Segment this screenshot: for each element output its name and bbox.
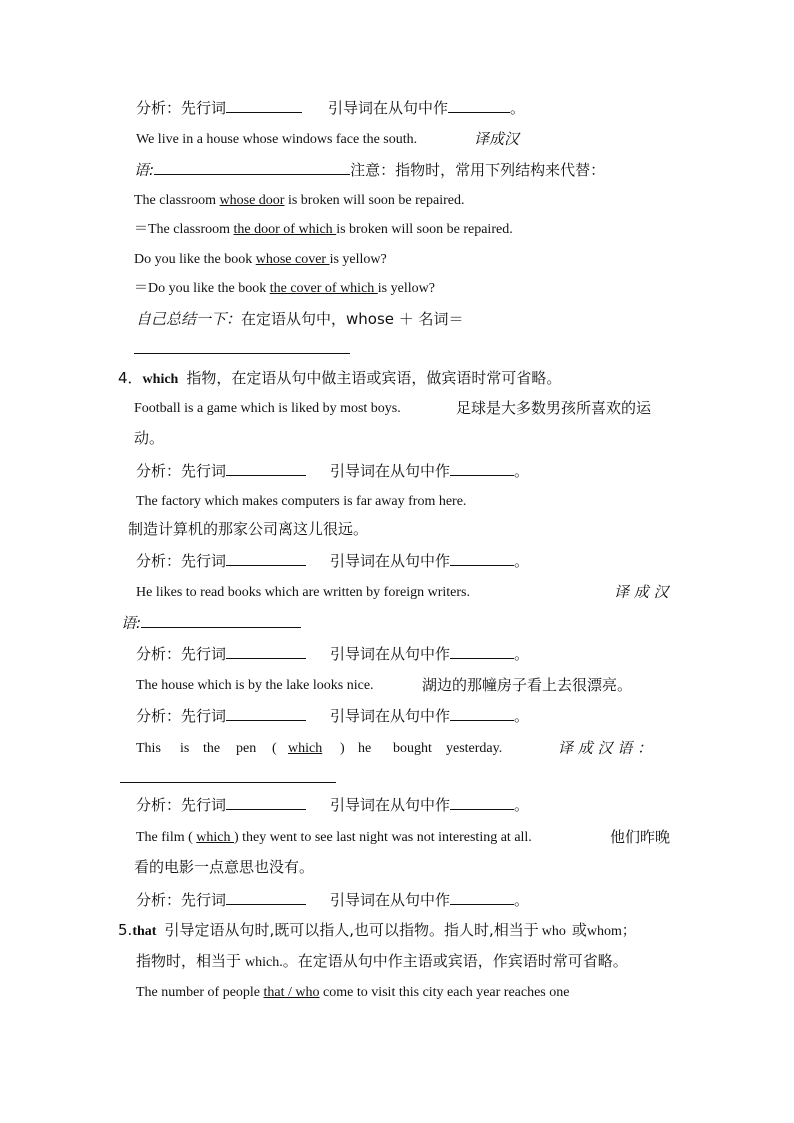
- translate-label: 译 成 汉: [614, 583, 669, 601]
- translate-line: 语:: [121, 612, 301, 633]
- summary-blank-line: [134, 338, 350, 359]
- example-word: the: [203, 741, 221, 756]
- section-heading-which: 4．which 指物，在定语从句中做主语或宾语，做宾语时常可省略。: [118, 369, 562, 387]
- blank-role[interactable]: [450, 889, 514, 905]
- analysis-label: 分析：先行词: [136, 99, 227, 117]
- example-translation: 他们昨晚: [610, 828, 671, 846]
- example-sentence: We live in a house whose windows face the south.: [136, 132, 418, 147]
- analysis-line: 分析：先行词 引导词在从句中作 。: [136, 891, 530, 909]
- example-sentence: The factory which makes computers is far away from here.: [136, 494, 467, 509]
- blank-role[interactable]: [448, 97, 510, 113]
- example-translation: 制造计算机的那家公司离这儿很远。: [128, 520, 369, 538]
- blank-role[interactable]: [450, 705, 514, 721]
- analysis-line: 分析：先行词 引导词在从句中作 。: [136, 796, 530, 814]
- example-sentence: The house which is by the lake looks nice.: [136, 678, 374, 693]
- example-sentence: The number of people that / who come to visit this city each year reaches one: [136, 985, 570, 1000]
- translate-label: 译成汉: [474, 130, 520, 148]
- example-word: he: [358, 741, 372, 756]
- blank-role[interactable]: [450, 794, 514, 810]
- example-sentence: Do you like the book whose cover is yellow?: [134, 252, 387, 267]
- example-word: bought: [393, 741, 432, 756]
- blank-antecedent[interactable]: [226, 97, 302, 113]
- translate-line: 语: 注意：指物时，常用下列结构来代替：: [134, 161, 606, 179]
- example-sentence: The classroom whose door is broken will soon be repaired.: [134, 193, 465, 208]
- example-sentence: This: [136, 741, 161, 756]
- blank-role[interactable]: [450, 643, 514, 659]
- section-desc-that: 指物时，相当于 which.。在定语从句中作主语或宾语，作宾语时常可省略。: [136, 952, 628, 970]
- blank-antecedent[interactable]: [226, 889, 306, 905]
- blank-role[interactable]: [450, 550, 514, 566]
- blank-translation[interactable]: [141, 612, 301, 628]
- example-word: (: [272, 741, 277, 756]
- analysis-line: 分析：先行词 引导词在从句中作 。: [136, 645, 530, 663]
- example-translation: 看的电影一点意思也没有。: [134, 858, 315, 876]
- example-sentence: ＝Do you like the book the cover of which is yellow?: [134, 281, 435, 296]
- analysis-role-label: 引导词在从句中作: [328, 99, 449, 117]
- summary-line: 自己总结一下：在定语从句中，whose ＋ 名词＝: [136, 310, 464, 328]
- example-translation: 动。: [134, 429, 165, 447]
- example-sentence: The film ( which ) they went to see last night was not interesting at all.: [136, 830, 532, 845]
- analysis-line: 分析：先行词 引导词在从句中作 。: [136, 552, 530, 570]
- blank-antecedent[interactable]: [226, 705, 306, 721]
- example-sentence: Football is a game which is liked by most boys.: [134, 401, 401, 416]
- blank-antecedent[interactable]: [226, 460, 306, 476]
- blank-antecedent[interactable]: [226, 794, 306, 810]
- translate-label: 译 成 汉 语 ：: [558, 739, 653, 757]
- example-word: is: [180, 741, 190, 756]
- analysis-line: 分析：先行词 引导词在从句中作 。: [136, 99, 526, 117]
- example-sentence: He likes to read books which are written by foreign writers.: [136, 585, 470, 600]
- note-text: 注意：指物时，常用下列结构来代替：: [350, 161, 606, 179]
- example-translation: 湖边的那幢房子看上去很漂亮。: [422, 676, 633, 694]
- blank-antecedent[interactable]: [226, 550, 306, 566]
- example-sentence: ＝The classroom the door of which is broken will soon be repaired.: [134, 222, 513, 237]
- analysis-line: 分析：先行词 引导词在从句中作 。: [136, 462, 530, 480]
- blank-role[interactable]: [450, 460, 514, 476]
- example-translation: 足球是大多数男孩所喜欢的运: [456, 399, 652, 417]
- analysis-line: 分析：先行词 引导词在从句中作 。: [136, 707, 530, 725]
- blank-translation[interactable]: [120, 767, 336, 783]
- example-word: pen: [236, 741, 257, 756]
- blank-summary[interactable]: [134, 338, 350, 354]
- blank-antecedent[interactable]: [226, 643, 306, 659]
- example-word-underlined: which: [288, 741, 323, 756]
- translate-blank-line: [120, 767, 336, 788]
- example-word: ): [340, 741, 345, 756]
- section-heading-that: 5.that 引导定语从句时,既可以指人,也可以指物。指人时,相当于 who 或whom；: [118, 921, 636, 939]
- example-word: yesterday.: [446, 741, 503, 756]
- blank-translation[interactable]: [154, 159, 350, 175]
